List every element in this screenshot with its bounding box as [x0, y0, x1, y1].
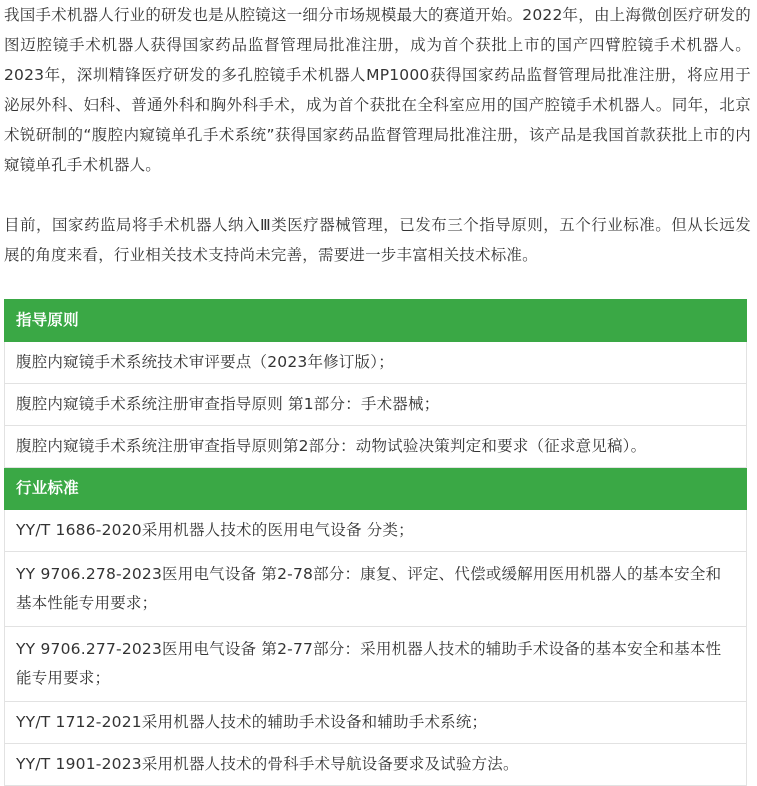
standard-item: YY/T 1901-2023采用机器人技术的骨科手术导航设备要求及试验方法。 — [5, 744, 747, 786]
standards-table — [4, 299, 747, 786]
table-row — [5, 744, 747, 786]
guideline-item: 腹腔内窥镜手术系统技术审评要点（2023年修订版）； — [5, 342, 747, 384]
table-row — [5, 552, 747, 627]
section-heading-guidelines: 指导原则 — [5, 300, 747, 342]
standard-item: YY 9706.278-2023医用电气设备 第2-78部分：康复、评定、代偿或缓解用医用机器人的基本安全和基本性能专用要求； — [5, 552, 747, 627]
section-heading-industry-standards: 行业标准 — [5, 468, 747, 510]
standard-item: YY/T 1712-2021采用机器人技术的辅助手术设备和辅助手术系统； — [5, 702, 747, 744]
table-row — [5, 384, 747, 426]
table-row — [5, 510, 747, 552]
table-row — [5, 342, 747, 384]
table-row — [5, 702, 747, 744]
paragraph-regulation: 目前，国家药监局将手术机器人纳入Ⅲ类医疗器械管理，已发布三个指导原则，五个行业标准。但从长远发展的角度来看，行业相关技术支持尚未完善，需要进一步丰富相关技术标准。 — [4, 216, 751, 264]
standard-item: YY 9706.277-2023医用电气设备 第2-77部分：采用机器人技术的辅助手术设备的基本安全和基本性能专用要求； — [5, 627, 747, 702]
section-header-row — [5, 468, 747, 510]
table-row — [5, 426, 747, 468]
standard-item: YY/T 1686-2020采用机器人技术的医用电气设备 分类； — [5, 510, 747, 552]
table-row — [5, 627, 747, 702]
paragraph-intro: 我国手术机器人行业的研发也是从腔镜这一细分市场规模最大的赛道开始。2022年，由上海微创医疗研发的图迈腔镜手术机器人获得国家药品监督管理局批准注册，成为首个获批上市的国产四臂腔镜手术机器人。2023年，深圳精锋医疗研发的多孔腔镜手术机器人MP1000获得国家药品监督管理局批准注册，将应用于泌尿外科、妇科、普通外科和胸外科手术，成为首个获批在全科室应用的国产腔镜手术机器人。同年，北京术锐研制的“腹腔内窥镜单孔手术系统”获得国家药品监督管理局批准注册，该产品是我国首款获批上市的内窥镜单孔手术机器人。 — [4, 6, 751, 174]
guideline-item: 腹腔内窥镜手术系统注册审查指导原则第2部分：动物试验决策判定和要求（征求意见稿）。 — [5, 426, 747, 468]
guideline-item: 腹腔内窥镜手术系统注册审查指导原则 第1部分：手术器械； — [5, 384, 747, 426]
section-header-row — [5, 300, 747, 342]
